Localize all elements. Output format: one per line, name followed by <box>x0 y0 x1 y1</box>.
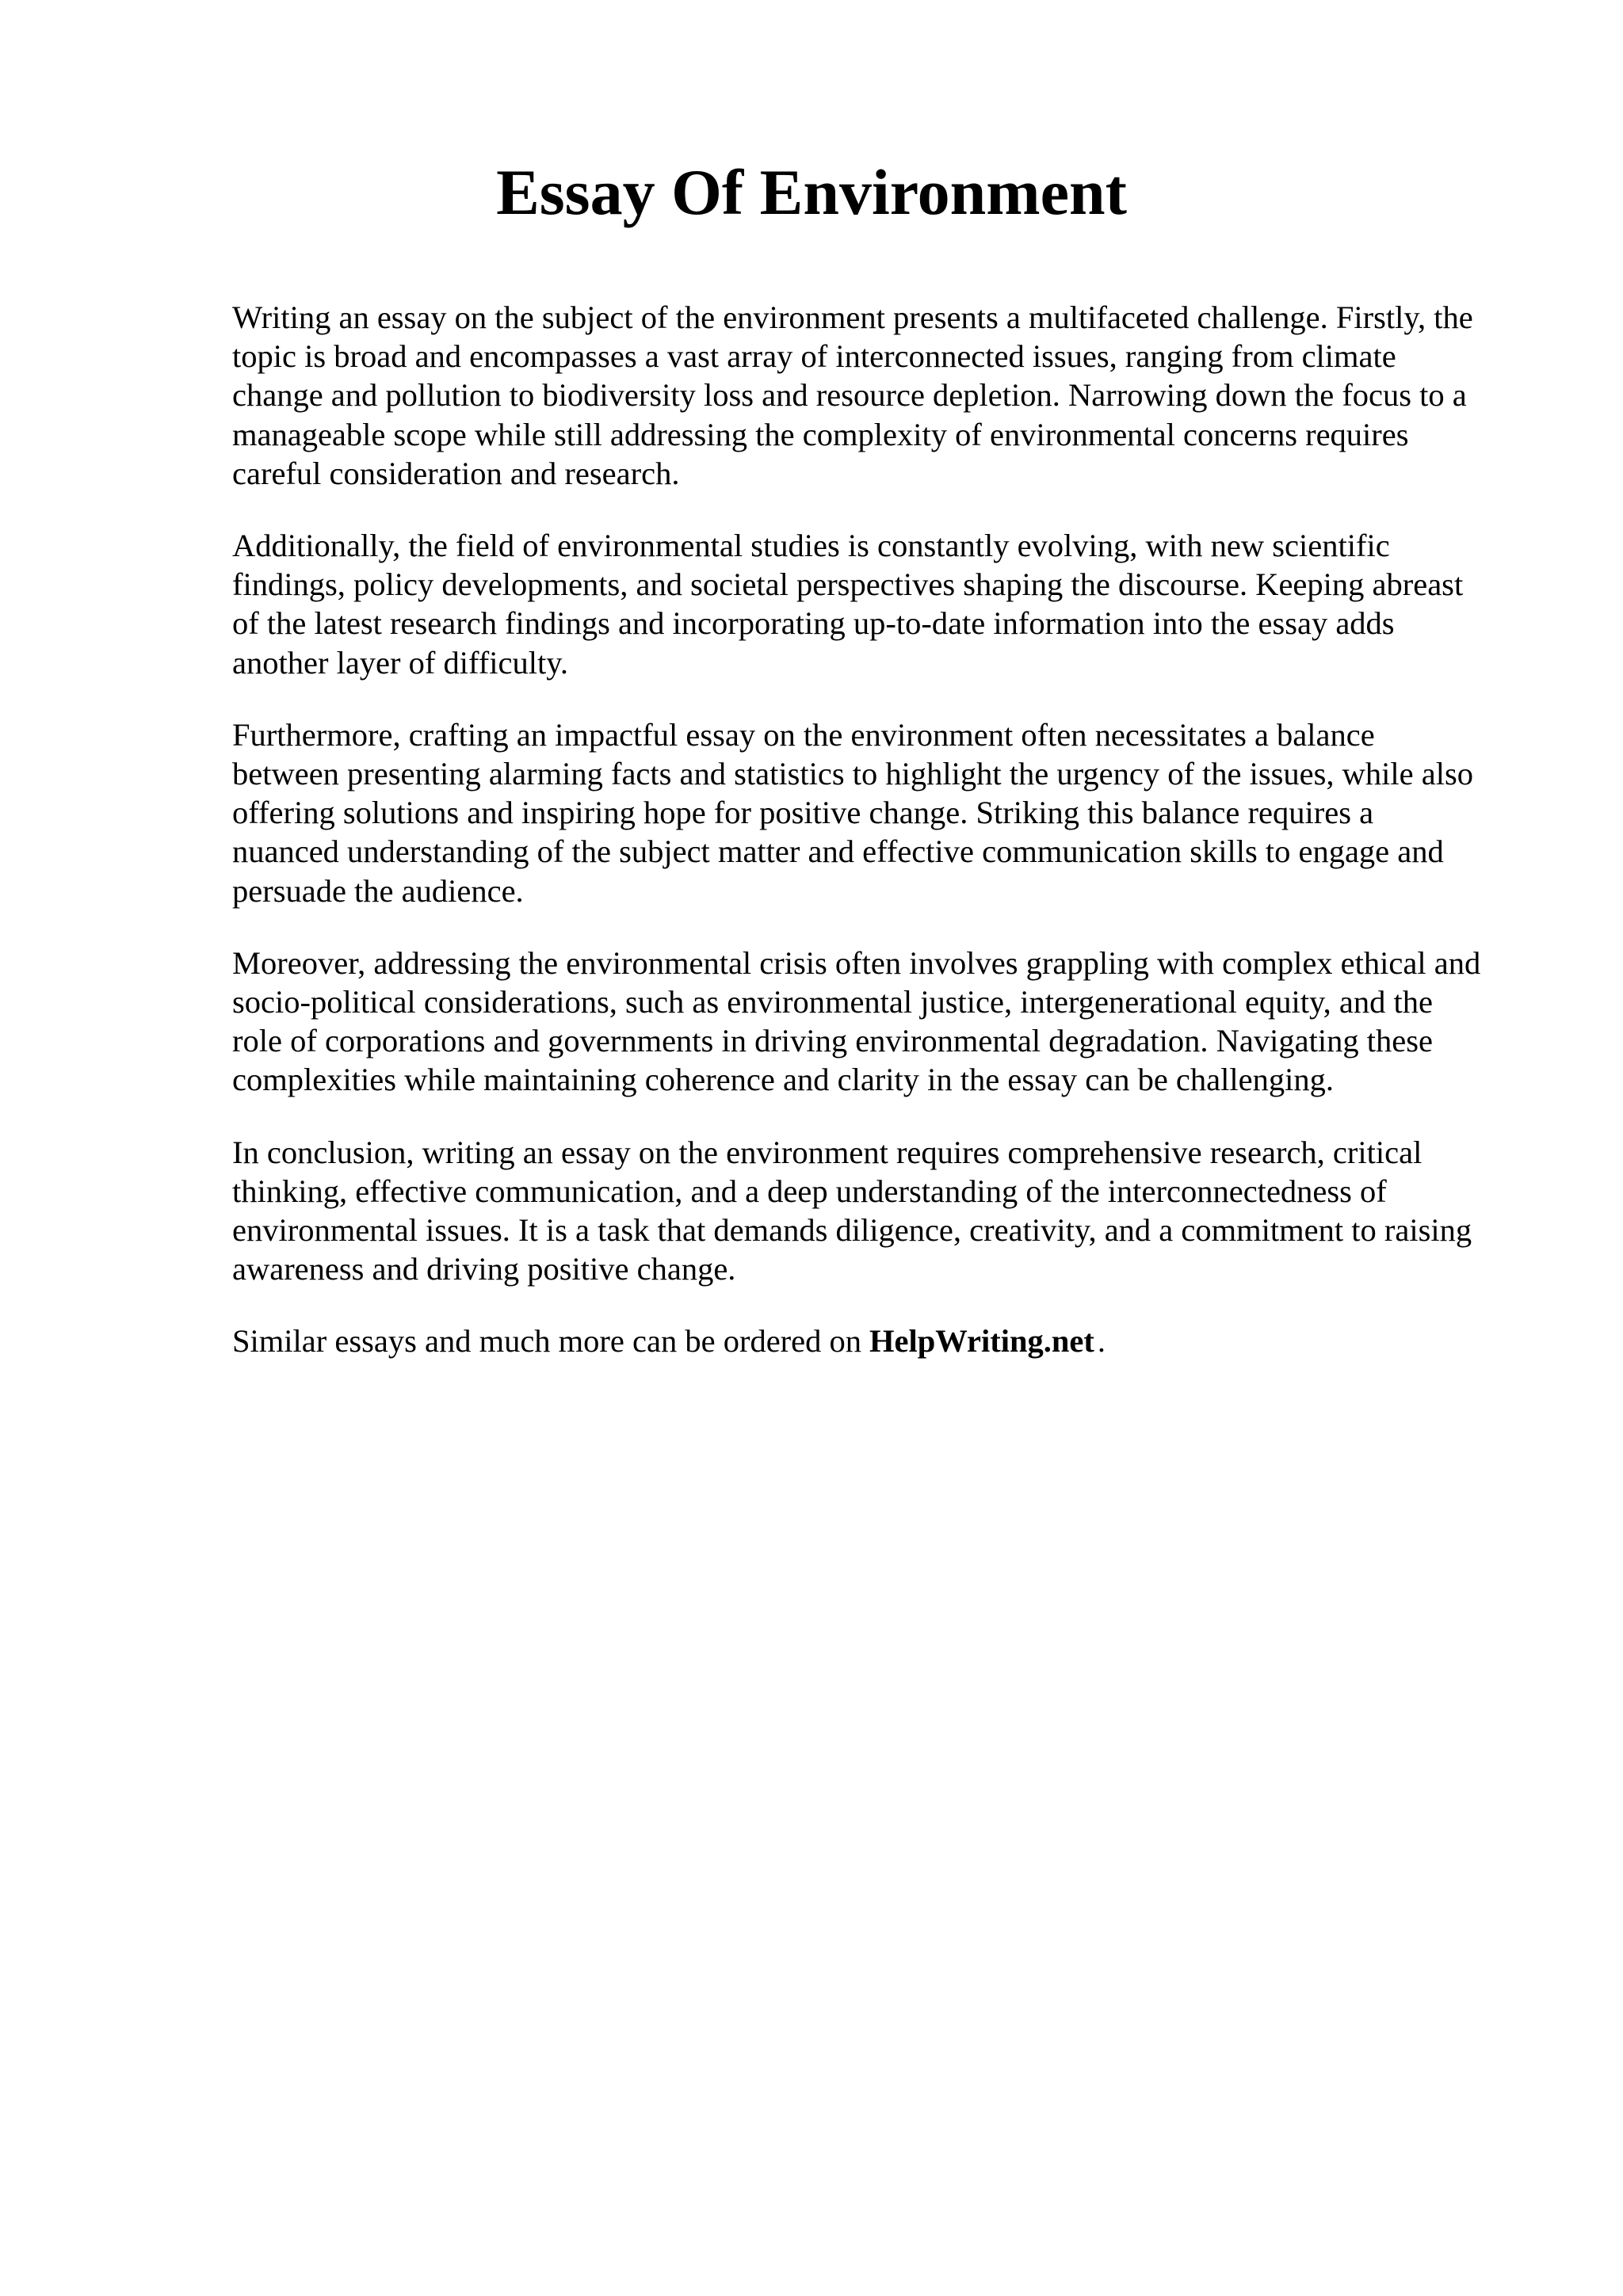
paragraph-line: environmental issues. It is a task that demands diligence, creativity, and a commitment to raising <box>232 1212 1472 1249</box>
document-title: Essay Of Environment <box>496 156 1127 228</box>
paragraph-line: nuanced understanding of the subject matter and effective communication skills to engage and <box>232 833 1444 870</box>
helpwriting-link[interactable]: HelpWriting.net <box>869 1323 1094 1360</box>
paragraph-5 <box>232 1133 1532 1289</box>
paragraph-line: Additionally, the field of environmental studies is constantly evolving, with new scientific <box>232 528 1390 564</box>
paragraph-line: topic is broad and encompasses a vast array of interconnected issues, ranging from climate <box>232 338 1396 375</box>
paragraph-line: between presenting alarming facts and statistics to highlight the urgency of the issues, while also <box>232 756 1474 792</box>
paragraph-line: change and pollution to biodiversity loss and resource depletion. Narrowing down the focus to a <box>232 377 1467 414</box>
paragraph-1 <box>232 298 1532 493</box>
paragraph-line: role of corporations and governments in driving environmental degradation. Navigating these <box>232 1023 1433 1059</box>
paragraph-line: awareness and driving positive change. <box>232 1251 736 1287</box>
closing-line <box>232 1322 1532 1360</box>
paragraph-3 <box>232 715 1532 910</box>
paragraph-2 <box>232 526 1532 682</box>
document-body <box>232 298 1532 1361</box>
closing-period: . <box>1097 1323 1106 1360</box>
paragraph-line: complexities while maintaining coherence and clarity in the essay can be challenging. <box>232 1062 1334 1098</box>
paragraph-line: thinking, effective communication, and a deep understanding of the interconnectedness of <box>232 1173 1387 1209</box>
paragraph-line: Moreover, addressing the environmental crisis often involves grappling with complex ethical and <box>232 944 1481 981</box>
paragraph-4 <box>232 944 1532 1100</box>
paragraph-line: careful consideration and research. <box>232 455 680 491</box>
paragraph-line: manageable scope while still addressing the complexity of environmental concerns requires <box>232 416 1409 452</box>
closing-text: Similar essays and much more can be ordered on <box>232 1323 862 1360</box>
paragraph-line: persuade the audience. <box>232 872 524 909</box>
paragraph-line: another layer of difficulty. <box>232 644 568 681</box>
paragraph-line: Furthermore, crafting an impactful essay on the environment often necessitates a balance <box>232 716 1375 753</box>
paragraph-line: offering solutions and inspiring hope for positive change. Striking this balance requires a <box>232 795 1374 831</box>
paragraph-line: Writing an essay on the subject of the environment presents a multifaceted challenge. Firstly, the <box>232 299 1473 335</box>
paragraph-line: In conclusion, writing an essay on the environment requires comprehensive research, critical <box>232 1134 1423 1170</box>
paragraph-line: of the latest research findings and incorporating up-to-date information into the essay adds <box>232 605 1395 642</box>
paragraph-line: socio-political considerations, such as environmental justice, intergenerational equity, and the <box>232 984 1433 1020</box>
paragraph-line: findings, policy developments, and societal perspectives shaping the discourse. Keeping abreast <box>232 566 1464 603</box>
